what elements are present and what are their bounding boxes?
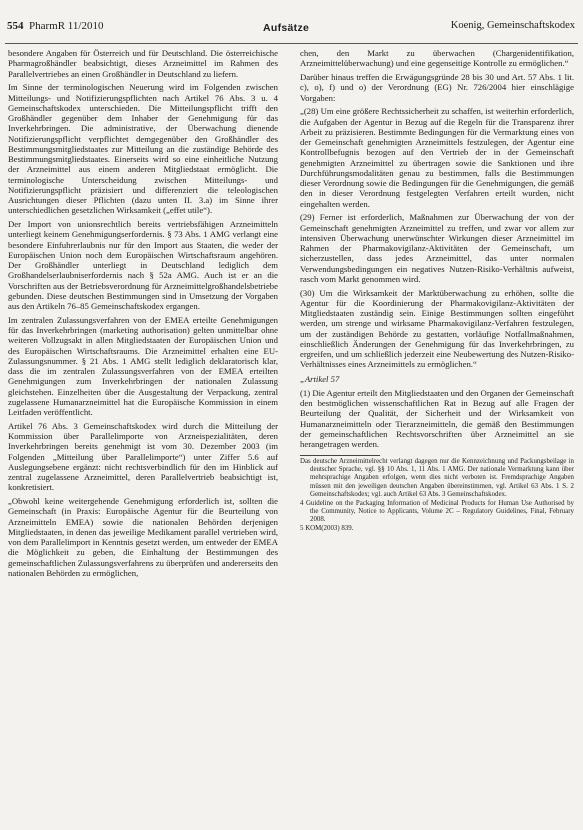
article-heading: „Artikel 57 xyxy=(300,373,340,384)
footnote xyxy=(300,525,574,533)
footnote-divider xyxy=(300,455,380,456)
paragraph: besondere Angaben für Österreich und für Deutschland. Die österreichische Pharmagroßhändler beabsichtigt, dieses Arzneimittel im Rahmen des Parallelvertriebes an einen Großhändler in Deutschland zu liefern. xyxy=(8,48,278,79)
paragraph: chen, den Markt zu überwachen (Chargenidentifikation, Arzneimittelüberwachung) und eine gegenseitige Kontrolle zu ermöglichen.“ xyxy=(300,48,574,69)
footnote-number: 4 xyxy=(300,499,304,507)
footnote-number: 5 xyxy=(300,525,304,532)
page-header xyxy=(0,0,583,50)
paragraph: Artikel 76 Abs. 3 Gemeinschaftskodex wird durch die Mitteilung der Kommission über Parallelimporte von Arzneispezialitäten, deren Inverkehrbringen bereits genehmigt ist vom 30. Dezember 2003 (im Folgenden „Mitteilung über Parallelimporte“) unter Ziffer 5.6 auf Auslegungsebene ergänzt: nicht rechtsverbindlich für den im Hinblick auf zentral zugelassene Arzneimittel, deren Parallelvertrieb beabsichtigt ist, konkretisiert. xyxy=(8,420,278,493)
footnote-text: Das deutsche Arzneimittelrecht verlangt dagegen nur die Kennzeichnung und Packungsbeilage in deutscher Sprache, vgl. §§ 10 Abs. 1, 11 Abs. 1 AMG. Der nationale Vermarktung kann über mehrsprachige Angaben erfolgen, wenn dies nicht verboten ist. Fremdsprachige Angaben müssen mit den jeweiligen deutschen Angaben übereinstimmen, vgl. Artikel 63 Abs. 1 S. 2 Gemeinschaftskodex; vgl. auch Artikel 63 Abs. 3 Gemeinschaftskodex. xyxy=(300,458,574,498)
right-column xyxy=(300,48,574,534)
quote-paragraph: (30) Um die Wirksamkeit der Marktüberwachung zu erhöhen, sollte die Agentur für die Koordinierung der Pharmakovigilanz-Aktivitäten der Mitgliedstaaten zuständig sein. Einige Bestimmungen sollten eingeführt werden, um strenge und wirksame Pharmakovigilanz-Verfahren festzulegen, um der zuständigen Behörde zu gestatten, vorläufige Notfallmaßnahmen, einschließlich Änderungen der Genehmigung für das Inverkehrbringen, zu ergreifen, und um schließlich jederzeit eine Neubewertung des Nutzen-Risiko-Verhältnisses eines Arzneimittels zu ermöglichen.“ xyxy=(300,287,574,370)
paragraph: Der Import von unionsrechtlich bereits vertriebsfähigen Arzneimitteln unterliegt keinem Genehmigungserfordernis. § 73 Abs. 1 AMG verlangt eine besondere Einfuhrerlaubnis nur für den Import aus Staaten, die weder der Europäischen Union noch dem Europäischen Wirtschaftsraum angehören. Der Großhändler unterliegt in Deutschland lediglich dem Großhandelserlaubniserfordernis nach § 52a AMG. Auch ist er an die Vorschriften aus der Betriebsverordnung für Arzneimittelgroßhandelsbetriebe gebunden. Diese deutschen Bestimmungen sind in Umsetzung der Vorgaben aus den Artikeln 76–85 Gemeinschaftskodex ergangen. xyxy=(8,219,278,311)
footnote xyxy=(300,500,574,524)
journal-name: PharmR 11/2010 xyxy=(29,20,104,32)
section-label: Aufsätze xyxy=(263,22,310,34)
footnote xyxy=(300,458,574,498)
paragraph: Darüber hinaus treffen die Erwägungsgründe 28 bis 30 und Art. 57 Abs. 1 lit. c), o), f) und o) der Verordnung (EG) Nr. 726/2004 hier einschlägige Vorgaben: xyxy=(300,72,574,103)
quote-paragraph: (29) Ferner ist erforderlich, Maßnahmen zur Überwachung der von der Gemeinschaft genehmigten Arzneimittel zu treffen, und zwar vor allem zur intensiven Überwachung unerwünschter Wirkungen dieser Arzneimittel im Rahmen der Pharmakovigilanz-Aktivitäten der Gemeinschaft, um sicherzustellen, dass jedes Arzneimittel, das unter normalen Verwendungsbedingungen ein negatives Nutzen-Risiko-Verhältnis aufweist, rasch vom Markt genommen wird. xyxy=(300,212,574,284)
header-rule xyxy=(5,43,578,44)
paragraph: Im Sinne der terminologischen Neuerung wird im Folgenden zwischen Mitteilungs- und Notifizierungspflichten nach Artikel 76 Abs. 3 u. 4 Gemeinschaftskodex unterschieden. Die Mitteilungspflicht trifft den Großhändler gegenüber dem Inhaber der Genehmigung für das Inverkehrbringen. Die administrative, der Überwachung dienende Notifizierungspflicht verpflichtet demgegenüber den Großhändler des Bestimmungsmitgliedstaates zur Mitteilung an die zuständige Behörde des Bestimmungsmitgliedstaates. Einerseits wird so eine einheitliche Nutzung der Arzneimittel aus einem anderen Mitgliedstaat ermöglicht. Die terminologische Unterscheidung zwischen Mitteilungs- und Notifizierungspflicht präzisiert und differenziert die teleologischen Ausrichtungen dieser Pflichten (dazu unten II. 3.a) im Sinne ihrer unterschiedlichen gesetzlichen Wirksamkeit („effet utile“). xyxy=(8,82,278,216)
page-header-left xyxy=(7,20,103,32)
paragraph: Im zentralen Zulassungsverfahren von der EMEA erteilte Genehmigungen für das Inverkehrbringen (marketing authorisation) gelten unmittelbar ohne weiteren Vollzugsakt in allen Mitgliedstaaten der Europäischen Union und des Europäischen Wirtschaftsraums. Die Arzneimittel erhalten eine EU-Zulassungsnummer. § 21 Abs. 1 AMG stellt lediglich deklaratorisch klar, dass die im zentralen Zulassungsverfahren von der EMEA erteilten Genehmigungen zum Inverkehrbringen der nationalen Zulassung gleichstehen. Einzelheiten über die Ausgestaltung der Verpackung, zentral zugelassene Humanarzneimittel hat die Europäische Kommission in einem Leitfaden veröffentlicht. xyxy=(8,314,278,417)
footnote-text: Guideline on the Packaging Information of Medicinal Products for Human Use Authorised by the Community, Notice to Applicants, Volume 2C – Regulatory Guidelines, Final, February 2008. xyxy=(305,499,574,523)
quote-paragraph: „Obwohl keine weitergehende Genehmigung erforderlich ist, sollten die Gemeinschaft (in Praxis: Europäische Agentur für die Beurteilung von Arzneimitteln EMEA) sowie die nationalen Behörden derjenigen Mitgliedstaaten, in denen das jeweilige Medikament parallel vertrieben wird, von dem Parallelimport in Kenntnis gesetzt werden, um entweder der EMEA die Möglichkeit zu geben, die Einhaltung der Bestimmungen des gemeinschaftlichen Zulassungsverfahrens zu überprüfen und andererseits den nationalen Behörden zu ermöglichen, xyxy=(8,496,278,578)
footnote-text: KOM(2003) 839. xyxy=(305,525,354,532)
left-column xyxy=(8,48,278,582)
page-number: 554 xyxy=(7,20,24,32)
quote-paragraph: „(28) Um eine größere Rechtssicherheit zu schaffen, ist weiterhin erforderlich, die Aufgaben der Agentur in Bezug auf die Regeln für die Transparenz ihrer Arbeit zu präzisieren. Bestimmte Bedingungen für die Vermarktung eines von der Gemeinschaft genehmigten Arzneimittels festzulegen, der Agentur eine Kontrollbefugnis bezogen auf den Vertrieb der in der Gemeinschaft genehmigten Arzneimittel zu übertragen sowie die Sanktionen und ihre Durchführungsmodalitäten genau zu bestimmen, falls die Bestimmungen dieser Verordnung sowie die Bedingungen für die Genehmigungen, die gemäß den in dieser Verordnung festgelegten Verfahren erteilt wurden, nicht eingehalten werden. xyxy=(300,106,574,209)
running-title: Koenig, Gemeinschaftskodex xyxy=(450,20,575,31)
quote-paragraph: (1) Die Agentur erteilt den Mitgliedstaaten und den Organen der Gemeinschaft den bestmöglichen wissenschaftlichen Rat in Bezug auf alle Fragen der Beurteilung der Qualität, der Sicherheit und der Wirksamkeit von Humanarzneimitteln oder Tierarzneimitteln, die gemäß den Bestimmungen der gemeinschaftlichen Rechtsvorschriften über Arzneimittel an sie herangetragen werden. xyxy=(300,387,574,449)
